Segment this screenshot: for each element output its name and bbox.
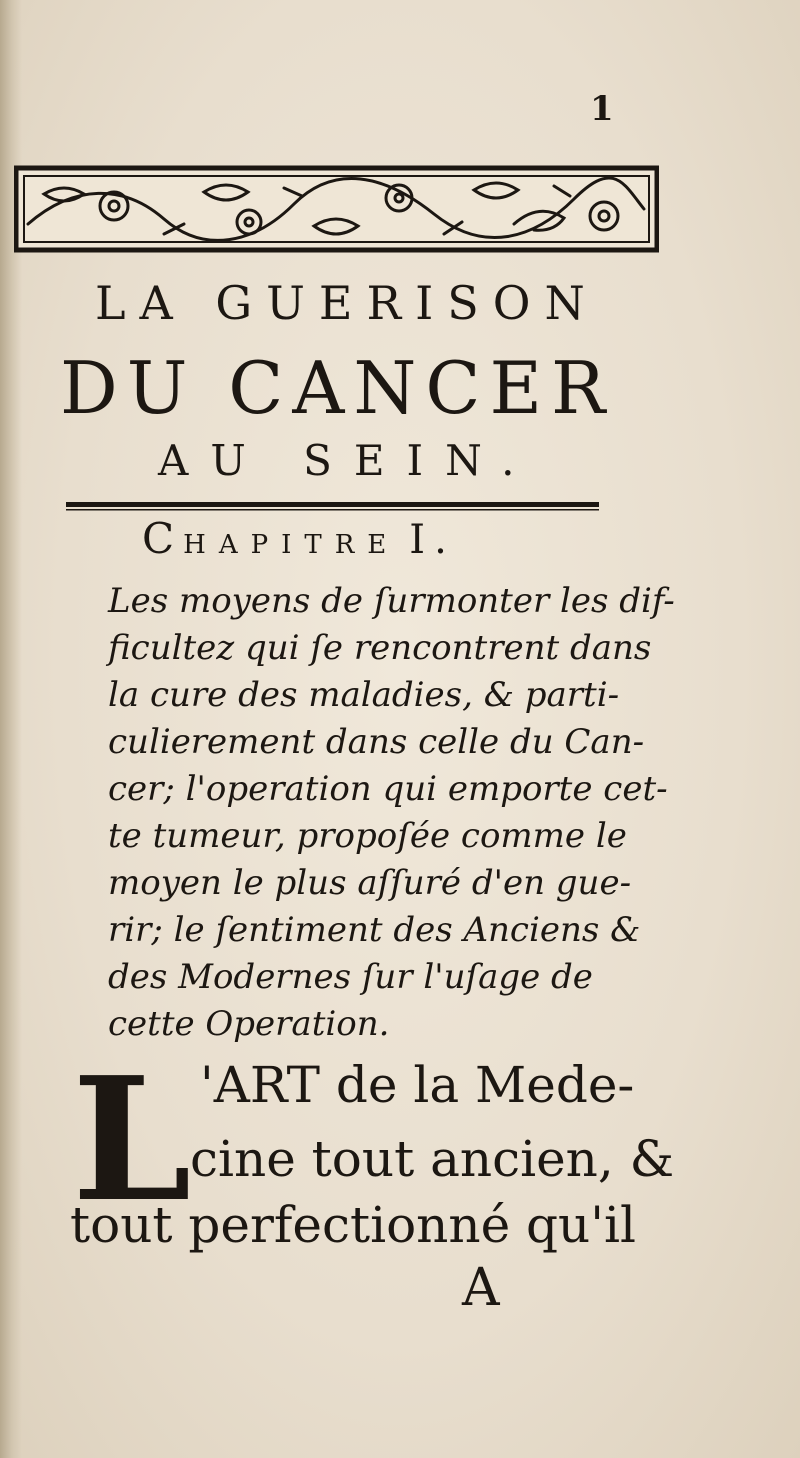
title-line-1: LA GUERISON	[95, 276, 599, 330]
title-line-3: AU SEIN.	[158, 436, 537, 485]
double-rule-divider	[66, 500, 599, 512]
summary-line: des Modernes ſur l'uſage de	[108, 957, 593, 997]
chapter-word: HAPITRE	[183, 530, 400, 560]
chapter-summary	[108, 578, 675, 1048]
floral-headpiece-ornament	[14, 164, 659, 254]
body-line-1: 'ART de la Mede-	[200, 1056, 635, 1114]
summary-line: te tumeur, propoſée comme le	[108, 816, 627, 856]
summary-line: Les moyens de ſurmonter les dif-	[108, 581, 675, 621]
chapter-heading	[142, 514, 456, 563]
summary-line: cer; l'operation qui emporte cet-	[108, 769, 668, 809]
summary-line: moyen le plus aſſuré d'en gue-	[108, 863, 632, 903]
body-line-3: tout perfectionné qu'il	[70, 1196, 636, 1254]
summary-line: la cure des maladies, & parti-	[108, 675, 620, 715]
body-line-2: cine tout ancien, &	[190, 1130, 675, 1188]
signature-mark: A	[462, 1258, 500, 1318]
summary-line: ficultez qui ſe rencontrent dans	[108, 628, 652, 668]
page-number: 1	[590, 89, 614, 129]
summary-line: culierement dans celle du Can-	[108, 722, 645, 762]
summary-line: rir; le ſentiment des Anciens &	[108, 910, 641, 950]
summary-line: cette Operation.	[108, 1004, 390, 1044]
chapter-numeral: I.	[409, 517, 456, 563]
drop-cap: L	[72, 1040, 192, 1240]
chapter-initial: C	[142, 514, 184, 563]
title-line-2: DU CANCER	[60, 346, 615, 430]
